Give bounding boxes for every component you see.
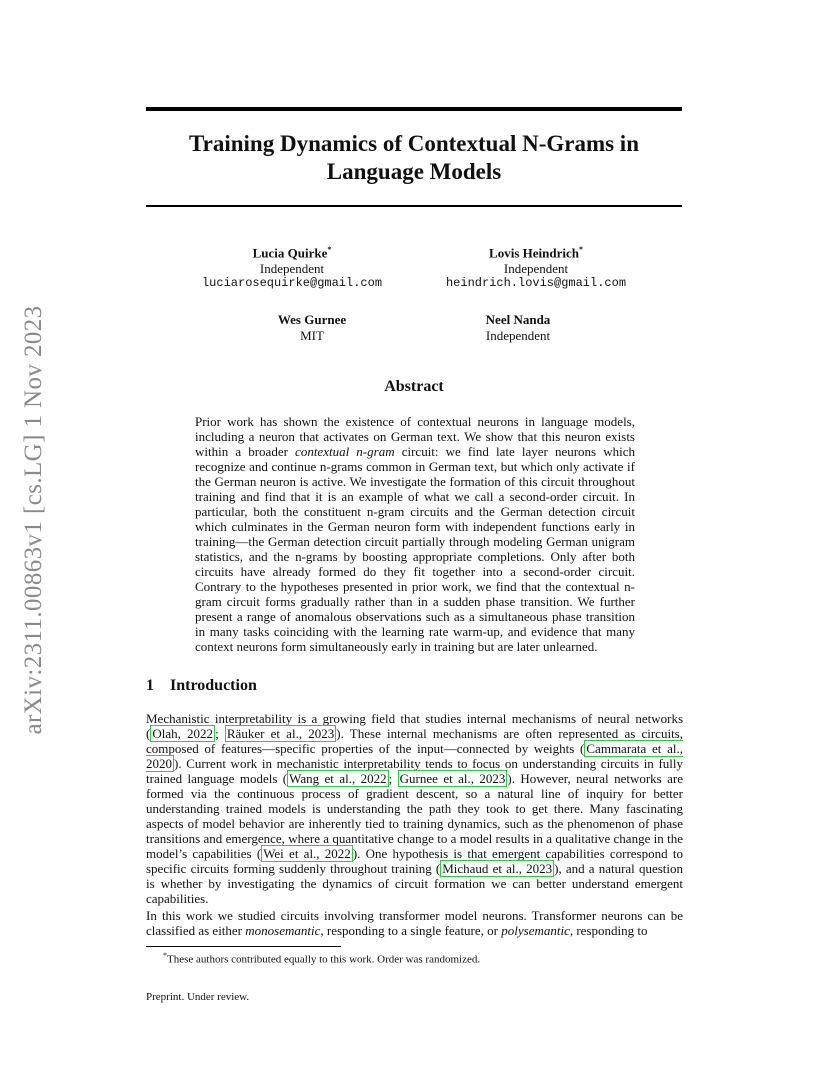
introduction-paragraph-1: Mechanistic interpretability is a growing field that studies internal mechanisms of neural networks ( Olah, 2022 ; Räuker et al., 2023 ). These internal mechanisms are often represented as circuits, composed of features—specific properties of the input—connected by weights ( Cammarata et al., 2020 ). Current work in mechanistic interpretability tends to focus on understanding circuits in fully trained language models ( Wang et al., 2022 ; Gurnee et al., 2023 ). However, neural networks are formed via the continuous process of gradient descent, so a natural line of inquiry for better understanding trained models is understanding the path they took to get there. Many fascinating aspects of model behavior are inherently tied to training dynamics, such as the phenomenon of phase transitions and emergence, where a quantitative change to a model results in a qualitative change in the model’s capabilities ( Wei et al., 2022 ). One hypothesis is that emergent capabilities correspond to specific circuits forming suddenly throughout training ( Michaud et al., 2023 ), and a natural question is whether by investigating the dynamics of circuit formation we can better understand emergent capabilities.	[146, 711, 683, 906]
author-name: Wes Gurnee	[277, 312, 347, 327]
author-email[interactable]: luciarosequirke@gmail.com	[201, 276, 383, 291]
title-rule-bottom	[146, 205, 682, 207]
author-name: Lovis Heindrich*	[489, 245, 583, 261]
author-affiliation: MIT	[300, 327, 324, 343]
citation-link[interactable]: Michaud et al., 2023	[442, 861, 553, 876]
author-block-3	[202, 312, 422, 343]
abstract-text: Prior work has shown the existence of contextual neurons in language models, including a neuron that activates on German text. We show that this neuron exists within a broader contextual n-gram circuit: we find late layer neurons which recognize and continue n-grams common in German text, but which only activate if the German neuron is active. We investigate the formation of this circuit throughout training and find that it is an example of what we call a second-order circuit. In particular, both the constituent n-gram circuits and the German detection circuit which culminates in the German neuron form with independent functions early in training—the German detection circuit partially through modeling German unigram statistics, and the n-grams by boosting appropriate completions. Only after both circuits have already formed do they fit together into a second-order circuit. Contrary to the hypotheses presented in prior work, we find that the contextual n-gram circuit forms gradually rather than in a sudden phase transition. We further present a range of anomalous observations such as a simultaneous phase transition in many tasks coinciding with the learning rate warm-up, and evidence that many context neurons form simultaneously early in training but are later unlearned.	[195, 414, 635, 654]
section-heading-introduction: 1 Introduction	[146, 677, 257, 694]
author-affiliation: Independent	[259, 260, 325, 276]
author-block-1	[182, 242, 402, 292]
preprint-notice: Preprint. Under review.	[146, 991, 250, 1003]
arxiv-identifier	[14, 290, 54, 750]
paper-title: Training Dynamics of Contextual N-Grams in Language Models	[189, 131, 639, 184]
footnote-rule	[146, 946, 341, 947]
author-email[interactable]: heindrich.lovis@gmail.com	[445, 276, 627, 291]
author-name: Lucia Quirke*	[252, 245, 332, 261]
arxiv-identifier-text: arXiv:2311.00863v1 [cs.LG] 1 Nov 2023	[20, 305, 47, 735]
author-block-2	[426, 242, 646, 292]
abstract-heading: Abstract	[384, 378, 444, 395]
author-name: Neel Nanda	[485, 312, 551, 327]
citation-link[interactable]: Gurnee et al., 2023	[399, 771, 506, 786]
citation-link[interactable]: Wei et al., 2022	[263, 846, 351, 861]
author-affiliation: Independent	[485, 327, 551, 343]
footnote: *These authors contributed equally to this work. Order was randomized.	[163, 951, 481, 966]
citation-link[interactable]: Wang et al., 2022	[289, 771, 387, 786]
citation-link[interactable]: Räuker et al., 2023	[226, 726, 335, 741]
citation-link[interactable]: Olah, 2022	[152, 726, 214, 741]
author-affiliation: Independent	[503, 260, 569, 276]
citation-link[interactable]: Cammarata et al., 2020	[146, 741, 683, 771]
title-rule-top	[146, 107, 682, 111]
introduction-paragraph-2: In this work we studied circuits involving transformer model neurons. Transformer neurons can be classified as either monosemantic, responding to a single feature, or polysemantic, responding to	[146, 908, 683, 938]
author-block-4	[408, 312, 628, 343]
